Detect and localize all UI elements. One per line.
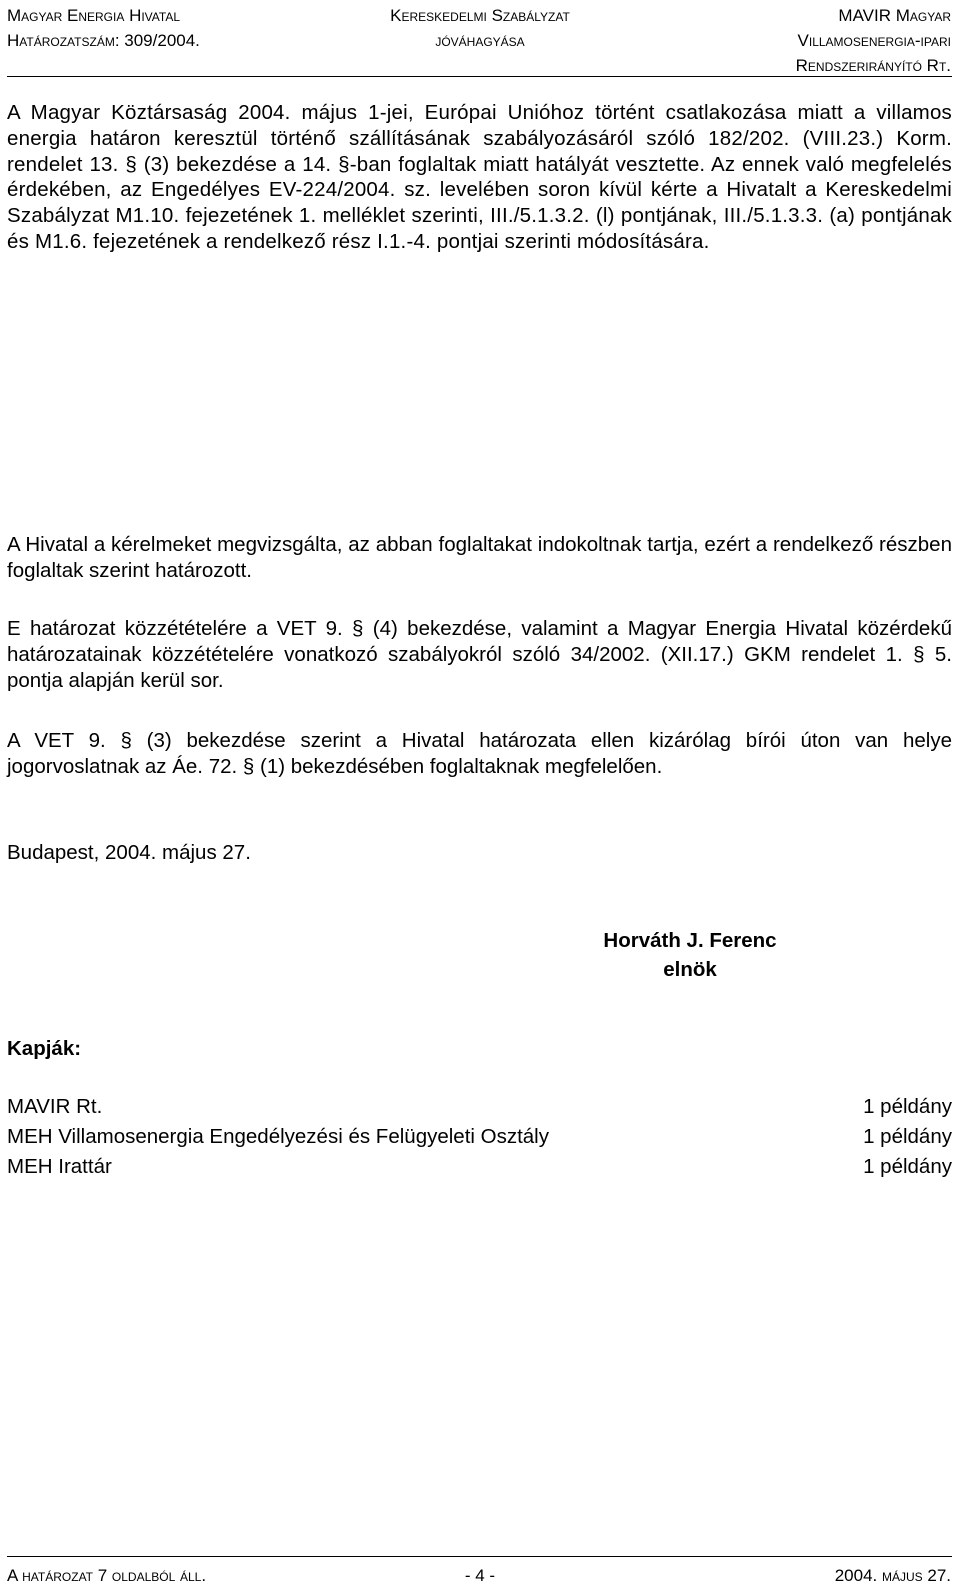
recipient-name: MEH Villamosenergia Engedélyezési és Felügyeleti Osztály xyxy=(7,1125,549,1148)
header-divider xyxy=(7,76,952,77)
distribution-heading: Kapják: xyxy=(7,1037,82,1060)
party-name-line3: Rendszerirányító Rt. xyxy=(795,56,951,75)
page-number: - 4 - xyxy=(464,1566,496,1585)
footer-divider xyxy=(7,1556,952,1557)
header-center xyxy=(300,3,660,53)
distribution-row xyxy=(7,1092,952,1122)
party-name-line1: MAVIR Magyar xyxy=(838,6,951,25)
header-right xyxy=(796,3,951,78)
document-subject-line2: jóváhagyása xyxy=(435,31,525,50)
document-subject: Kereskedelmi Szabályzat xyxy=(390,6,570,25)
signatory-name: Horváth J. Ferenc xyxy=(603,929,777,952)
distribution-row xyxy=(7,1152,952,1182)
body-paragraph-4: A VET 9. § (3) bekezdése szerint a Hivatal határozata ellen kizárólag bírói úton van helye jogorvoslatnak az Áe. 72. § (1) bekezdésében foglaltaknak megfelelően. xyxy=(7,729,952,778)
body-paragraph-1: A Magyar Köztársaság 2004. május 1-jei, Európai Unióhoz történt csatlakozása miatt a villamos energia határon keresztül történő szállításának szabályozásáról szóló 182/202. (VIII.23.) Korm. rendelet 13. § (3) bekezdése a 14. §-ban foglaltak miatt hatályát vesztette. Az ennek való megfelelés érdekében, az Engedélyes EV-224/2004. sz. levelében soron kívül kérte a Hivatalt a Kereskedelmi Szabályzat M1.10. fejezetének 1. melléklet szerinti, III./5.1.3.2. (l) pontjának, III./5.1.3.3. (a) pontjának és M1.6. fejezetének a rendelkező rész I.1.-4. pontjai szerinti módosítására. xyxy=(7,101,952,253)
footer-page-count: A határozat 7 oldalból áll. xyxy=(7,1566,207,1585)
recipient-name: MEH Irattár xyxy=(7,1155,112,1178)
place-and-date: Budapest, 2004. május 27. xyxy=(7,841,251,864)
copy-count: 1 példány xyxy=(863,1155,952,1178)
recipient-name: MAVIR Rt. xyxy=(7,1095,103,1118)
distribution-row xyxy=(7,1122,952,1152)
body-paragraph-3: E határozat közzétételére a VET 9. § (4) bekezdése, valamint a Magyar Energia Hivatal közérdekű határozatainak közzétételére vonatkozó szabályokról szóló 34/2002. (XII.17.) GKM rendelet 1. § 5. pontja alapján kerül sor. xyxy=(7,617,952,692)
copy-count: 1 példány xyxy=(863,1125,952,1148)
party-name-line2: Villamosenergia-ipari xyxy=(797,31,951,50)
issuer-name: Magyar Energia Hivatal xyxy=(7,6,181,25)
copy-count: 1 példány xyxy=(863,1095,952,1118)
header-left xyxy=(7,3,200,53)
signatory-title: elnök xyxy=(663,958,717,981)
page-header xyxy=(0,0,960,76)
footer-date: 2004. május 27. xyxy=(834,1566,951,1585)
decision-number: Határozatszám: 309/2004. xyxy=(7,31,200,50)
body-paragraph-2: A Hivatal a kérelmeket megvizsgálta, az abban foglaltakat indokoltnak tartja, ezért a rendelkező részben foglaltak szerint határozott. xyxy=(7,533,952,582)
